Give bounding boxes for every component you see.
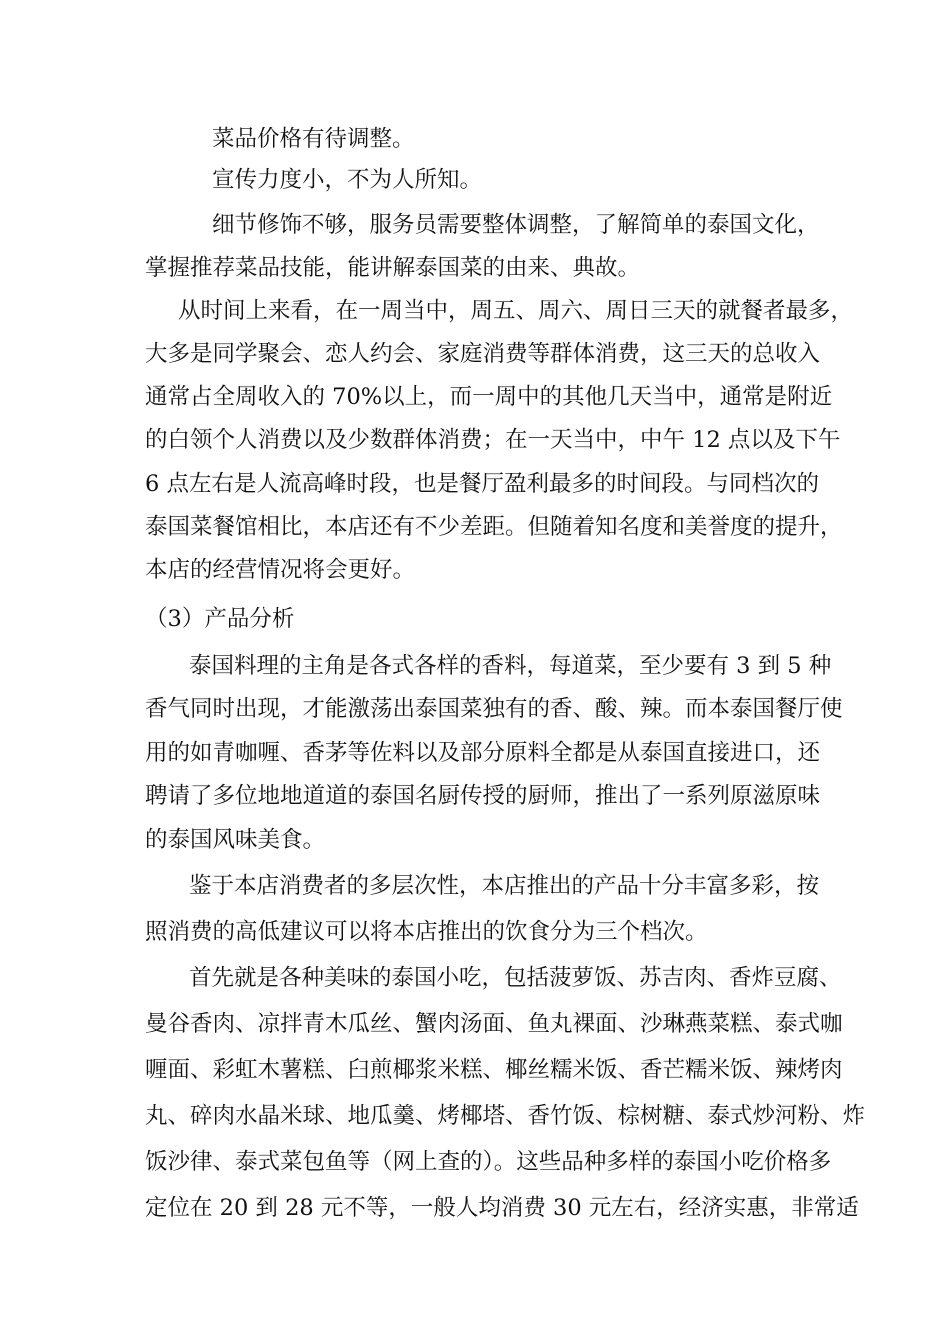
text-line: 的白领个人消费以及少数群体消费；在一天当中，中午 12 点以及下午: [145, 427, 841, 453]
text-line: 本店的经营情况将会更好。: [145, 557, 416, 583]
text-line: 用的如青咖喱、香茅等佐料以及部分原料全都是从泰国直接进口，还: [145, 740, 821, 766]
text-line: 喱面、彩虹木薯糕、臼煎椰浆米糕、椰丝糯米饭、香芒糯米饭、辣烤肉: [145, 1057, 843, 1083]
text-line: 通常占全周收入的 70%以上，而一周中的其他几天当中，通常是附近: [145, 384, 833, 410]
text-line: 曼谷香肉、凉拌青木瓜丝、蟹肉汤面、鱼丸裸面、沙琳燕菜糕、泰式咖: [145, 1011, 843, 1037]
text-line: 首先就是各种美味的泰国小吃，包括菠萝饭、苏吉肉、香炸豆腐、: [189, 965, 842, 991]
text-line: 从时间上来看，在一周当中，周五、周六、周日三天的就餐者最多，: [178, 298, 854, 324]
section-heading: （3）产品分析: [145, 606, 295, 632]
text-line: 泰国菜餐馆相比，本店还有不少差距。但随着知名度和美誉度的提升，: [145, 514, 843, 540]
text-line: 聘请了多位地地道道的泰国名厨传授的厨师，推出了一系列原滋原味: [145, 783, 821, 809]
text-line: 丸、碎肉水晶米球、地瓜羹、烤椰塔、香竹饭、棕树糖、泰式炒河粉、炸: [145, 1103, 866, 1129]
text-line: 大多是同学聚会、恋人约会、家庭消费等群体消费，这三天的总收入: [145, 341, 821, 367]
text-line: 香气同时出现，才能激荡出泰国菜独有的香、酸、辣。而本泰国餐厅使: [145, 696, 843, 722]
text-line: 宣传力度小，不为人所知。: [212, 167, 483, 193]
text-line: 菜品价格有待调整。: [212, 126, 415, 152]
text-line: 鉴于本店消费者的多层次性，本店推出的产品十分丰富多彩，按: [189, 873, 820, 899]
text-line: 饭沙律、泰式菜包鱼等（网上查的）。这些品种多样的泰国小吃价格多: [145, 1149, 832, 1175]
text-line: 6 点左右是人流高峰时段，也是餐厅盈利最多的时间段。与同档次的: [145, 471, 819, 497]
text-line: 的泰国风味美食。: [145, 827, 326, 853]
text-line: 掌握推荐菜品技能，能讲解泰国菜的由来、典故。: [145, 255, 641, 281]
text-line: 泰国料理的主角是各式各样的香料，每道菜，至少要有 3 到 5 种: [189, 653, 832, 679]
text-line: 照消费的高低建议可以将本店推出的饮食分为三个档次。: [145, 919, 708, 945]
text-line: 定位在 20 到 28 元不等，一般人均消费 30 元左右，经济实惠，非常适: [145, 1195, 859, 1221]
text-line: 细节修饰不够，服务员需要整体调整，了解简单的泰国文化，: [212, 212, 820, 238]
